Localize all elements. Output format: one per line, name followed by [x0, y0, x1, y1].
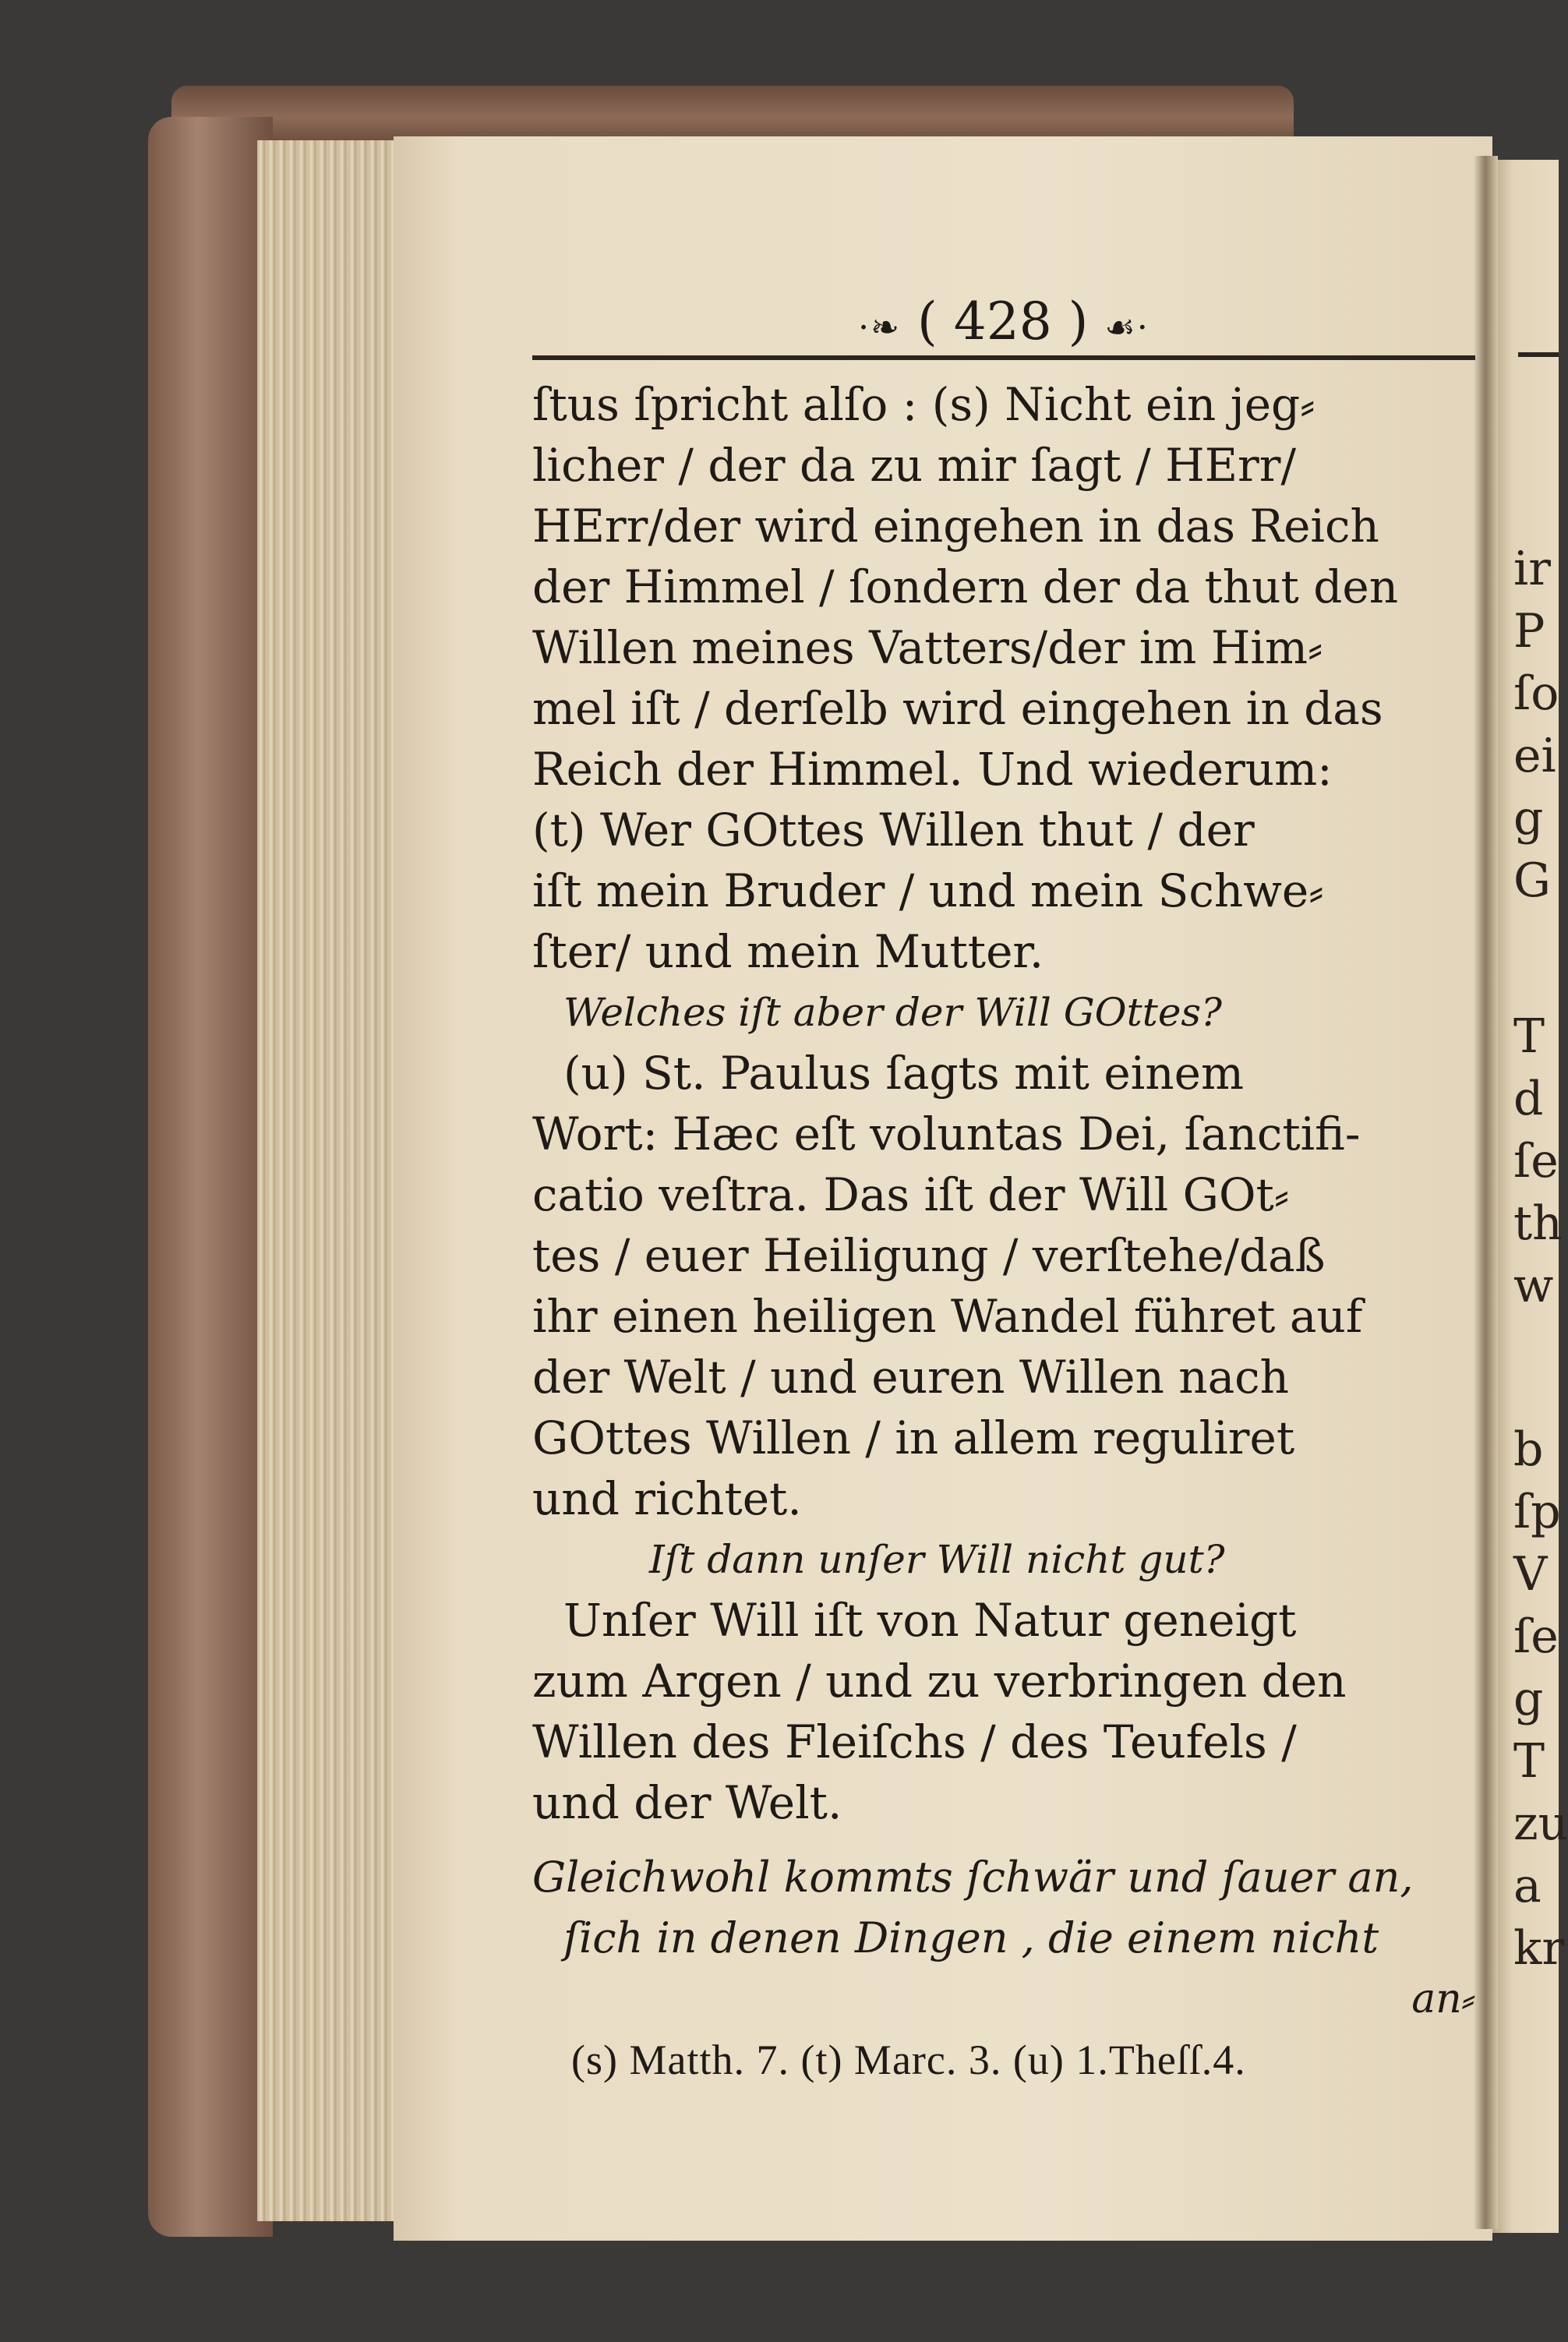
text-line: (t) Wer GOttes Willen thut / der	[532, 804, 1255, 857]
facing-page-fragment: g	[1513, 791, 1544, 846]
page-edges	[257, 140, 397, 2221]
footnotes: (s) Matth. 7. (t) Marc. 3. (u) 1.Theſſ.4.	[571, 2036, 1246, 2083]
facing-page-fragment: ei	[1513, 729, 1556, 783]
text-line: Reich der Himmel. Und wiederum:	[532, 743, 1333, 796]
book-gutter	[1473, 156, 1498, 2229]
facing-page-fragment: V	[1513, 1547, 1548, 1602]
question-heading: Iſt dann unſer Will nicht gut?	[649, 1537, 1225, 1582]
facing-header-rule	[1518, 352, 1559, 357]
ornament-right-icon: ☙·	[1104, 308, 1150, 348]
text-line: Willen meines Vatters/der im Him⸗	[532, 621, 1323, 674]
text-line: ſich in denen Dingen , die einem nicht	[563, 1913, 1379, 1962]
text-line: HErr/der wird eingehen in das Reich	[532, 500, 1379, 553]
facing-page-fragment: T	[1513, 1734, 1545, 1789]
catchword: an⸗	[1411, 1976, 1475, 2022]
text-line: iſt mein Bruder / und mein Schwe⸗	[532, 864, 1324, 917]
facing-page-fragment: zu	[1513, 1796, 1568, 1851]
facing-page-fragment: ſo	[1513, 666, 1559, 721]
facing-page-fragment: P	[1513, 604, 1545, 659]
page-header	[532, 288, 1475, 355]
text-line: (u) St. Paulus ſagts mit einem	[563, 1047, 1244, 1100]
ornament-left-icon: ·❧	[858, 308, 901, 348]
facing-page-fragment: ſp	[1513, 1485, 1561, 1539]
text-line: licher / der da zu mir ſagt / HErr/	[532, 439, 1297, 492]
facing-page-fragment: th	[1513, 1196, 1563, 1251]
text-line: der Himmel / ſondern der da thut den	[532, 560, 1399, 613]
text-line: ihr einen heiligen Wandel führet auf	[532, 1290, 1363, 1343]
facing-page-fragment: g	[1513, 1672, 1544, 1726]
text-line: Gleichwohl kommts ſchwär und ſauer an,	[532, 1853, 1414, 1902]
facing-page-fragment: w	[1513, 1259, 1554, 1313]
text-line: und der Welt.	[532, 1776, 842, 1829]
text-line: mel iſt / derſelb wird eingehen in das	[532, 682, 1383, 735]
text-line: Unſer Will iſt von Natur geneigt	[563, 1594, 1297, 1647]
text-line: ſtus ſpricht alſo : (s) Nicht ein jeg⸗	[532, 378, 1315, 431]
facing-page-fragment: kr	[1513, 1921, 1565, 1976]
facing-page-fragment: ir	[1513, 542, 1551, 596]
page-number: ( 428 )	[916, 291, 1089, 351]
facing-page-fragment: ſe	[1513, 1134, 1559, 1189]
facing-page-fragment: a	[1513, 1859, 1542, 1913]
question-heading: Welches iſt aber der Will GOttes?	[563, 990, 1222, 1035]
facing-page-fragment: G	[1513, 853, 1551, 908]
text-line: catio veſtra. Das iſt der Will GOt⸗	[532, 1168, 1290, 1221]
text-line: Willen des Fleiſchs / des Teufels /	[532, 1715, 1297, 1768]
text-line: der Welt / und euren Willen nach	[532, 1351, 1290, 1404]
text-line: ſter/ und mein Mutter.	[532, 925, 1044, 978]
facing-page-fragment: ſe	[1513, 1609, 1559, 1664]
book-spine-cover	[148, 117, 273, 2237]
text-line: Wort: Hæc eſt voluntas Dei, ſanctifi-	[532, 1107, 1361, 1160]
text-line: tes / euer Heiligung / verſtehe/daß	[532, 1229, 1326, 1282]
text-line: GOttes Willen / in allem reguliret	[532, 1411, 1295, 1464]
header-rule	[532, 355, 1475, 360]
facing-page-fragment: T	[1513, 1009, 1545, 1064]
facing-page-fragment: d	[1513, 1072, 1544, 1126]
text-line: zum Argen / und zu verbringen den	[532, 1655, 1347, 1708]
facing-page-fragment: b	[1513, 1422, 1544, 1477]
text-line: und richtet.	[532, 1472, 802, 1525]
